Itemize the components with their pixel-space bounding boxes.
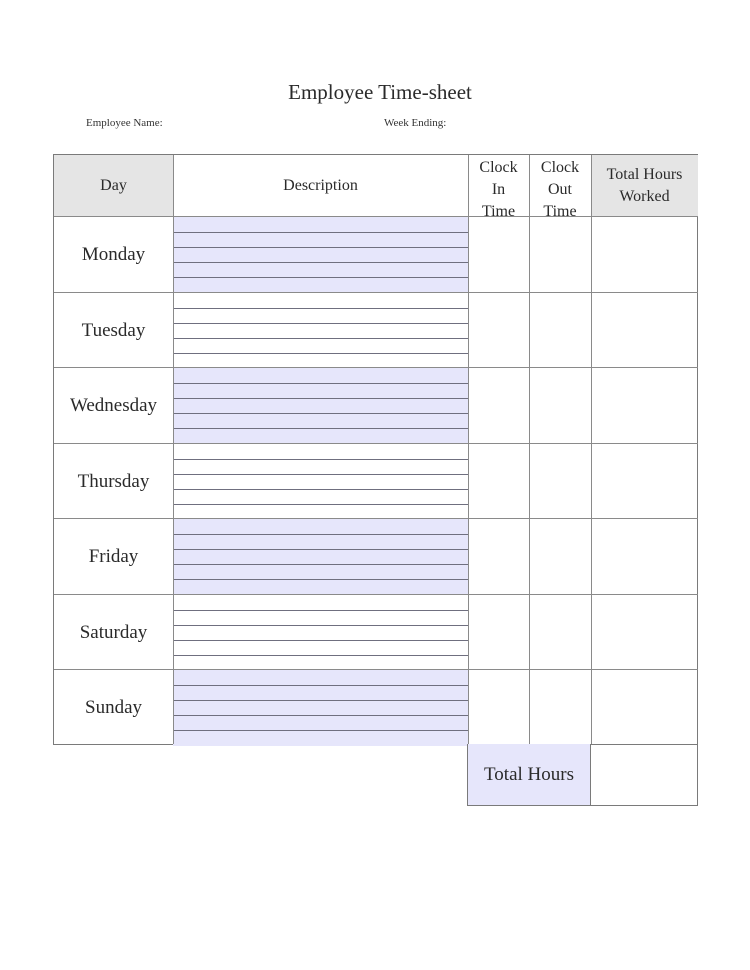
description-line: [173, 247, 468, 248]
page-title: Employee Time-sheet: [288, 80, 472, 104]
week-ending-label: Week Ending:: [384, 117, 447, 129]
total-hours-value-cell[interactable]: [591, 744, 697, 805]
day-label: Sunday: [85, 697, 142, 718]
clock-out-cell[interactable]: [529, 368, 591, 444]
description-line: [173, 338, 468, 339]
row-divider: [54, 292, 698, 293]
clock-out-cell[interactable]: [529, 293, 591, 369]
day-row-friday: [54, 519, 698, 595]
total-hours-label: Total Hours: [468, 744, 591, 805]
total-hours-line-1: Total Hours: [606, 165, 683, 183]
description-line: [173, 353, 468, 354]
description-cell[interactable]: [173, 595, 468, 671]
total-hours-cell[interactable]: [591, 670, 698, 746]
description-line: [173, 640, 468, 641]
total-hours-box: [467, 744, 698, 806]
total-hours-cell[interactable]: [591, 519, 698, 595]
day-label: Thursday: [77, 470, 150, 492]
divider-clock-in: [529, 155, 530, 744]
description-line: [173, 564, 468, 565]
description-line: [173, 323, 468, 324]
description-line: [173, 398, 468, 399]
description-line: [173, 383, 468, 384]
total-hours-cell[interactable]: [591, 595, 698, 671]
column-header-description: Description: [283, 176, 358, 194]
clock-out-cell[interactable]: [529, 444, 591, 520]
description-line: [173, 232, 468, 233]
description-line: [173, 700, 468, 701]
day-label: Friday: [88, 546, 139, 567]
description-line: [173, 413, 468, 414]
day-row-sunday: [54, 670, 698, 746]
row-divider: [54, 367, 698, 368]
clock-out-line-1: Clock: [540, 159, 580, 176]
clock-in-line-3: Time: [481, 203, 516, 216]
clock-out-line-2: Out: [548, 181, 572, 198]
description-line: [173, 308, 468, 309]
description-line: [173, 715, 468, 716]
column-header-total-hours: [591, 155, 698, 216]
day-label: Saturday: [79, 621, 148, 643]
timesheet-table: [53, 154, 698, 745]
day-row-monday: [54, 217, 698, 293]
description-line: [173, 428, 468, 429]
clock-in-cell[interactable]: [468, 293, 529, 369]
clock-in-cell[interactable]: [468, 444, 529, 520]
row-divider: [54, 518, 698, 519]
row-divider: [54, 594, 698, 595]
description-cell[interactable]: [173, 444, 468, 520]
clock-in-cell[interactable]: [468, 217, 529, 293]
description-line: [173, 625, 468, 626]
clock-in-cell[interactable]: [468, 670, 529, 746]
clock-out-cell[interactable]: [529, 595, 591, 671]
clock-in-cell[interactable]: [468, 595, 529, 671]
total-hours-cell[interactable]: [591, 293, 698, 369]
total-hours-cell[interactable]: [591, 217, 698, 293]
description-line: [173, 474, 468, 475]
day-label: Monday: [81, 244, 146, 265]
day-label: Tuesday: [81, 319, 146, 341]
description-line: [173, 685, 468, 686]
clock-in-line-1: Clock: [479, 159, 518, 176]
description-line: [173, 262, 468, 263]
description-line: [173, 489, 468, 490]
total-hours-line-2: Worked: [619, 187, 670, 205]
total-hours-cell[interactable]: [591, 444, 698, 520]
clock-out-cell[interactable]: [529, 670, 591, 746]
description-line: [173, 730, 468, 731]
clock-in-cell[interactable]: [468, 519, 529, 595]
column-header-clock-out: [529, 155, 591, 216]
clock-in-line-2: In: [491, 181, 506, 198]
clock-in-cell[interactable]: [468, 368, 529, 444]
row-divider: [54, 443, 698, 444]
divider-day: [173, 155, 174, 744]
description-line: [173, 655, 468, 656]
header-divider: [54, 216, 698, 217]
description-cell[interactable]: [173, 293, 468, 369]
employee-name-label: Employee Name:: [86, 117, 163, 129]
description-cell[interactable]: [173, 670, 468, 746]
description-cell[interactable]: [173, 519, 468, 595]
divider-description: [468, 155, 469, 744]
description-line: [173, 504, 468, 505]
description-line: [173, 549, 468, 550]
description-line: [173, 277, 468, 278]
clock-out-cell[interactable]: [529, 217, 591, 293]
description-line: [173, 579, 468, 580]
day-row-thursday: [54, 444, 698, 520]
clock-out-line-3: Time: [543, 203, 577, 216]
description-cell[interactable]: [173, 368, 468, 444]
clock-out-cell[interactable]: [529, 519, 591, 595]
description-line: [173, 610, 468, 611]
day-row-wednesday: [54, 368, 698, 444]
row-divider: [54, 669, 698, 670]
column-header-clock-in: [468, 155, 529, 216]
day-label: Wednesday: [69, 395, 158, 416]
total-hours-cell[interactable]: [591, 368, 698, 444]
day-row-tuesday: [54, 293, 698, 369]
description-cell[interactable]: [173, 217, 468, 293]
description-line: [173, 459, 468, 460]
divider-clock-out: [591, 155, 592, 744]
column-header-day: Day: [100, 176, 127, 194]
description-line: [173, 534, 468, 535]
day-row-saturday: [54, 595, 698, 671]
